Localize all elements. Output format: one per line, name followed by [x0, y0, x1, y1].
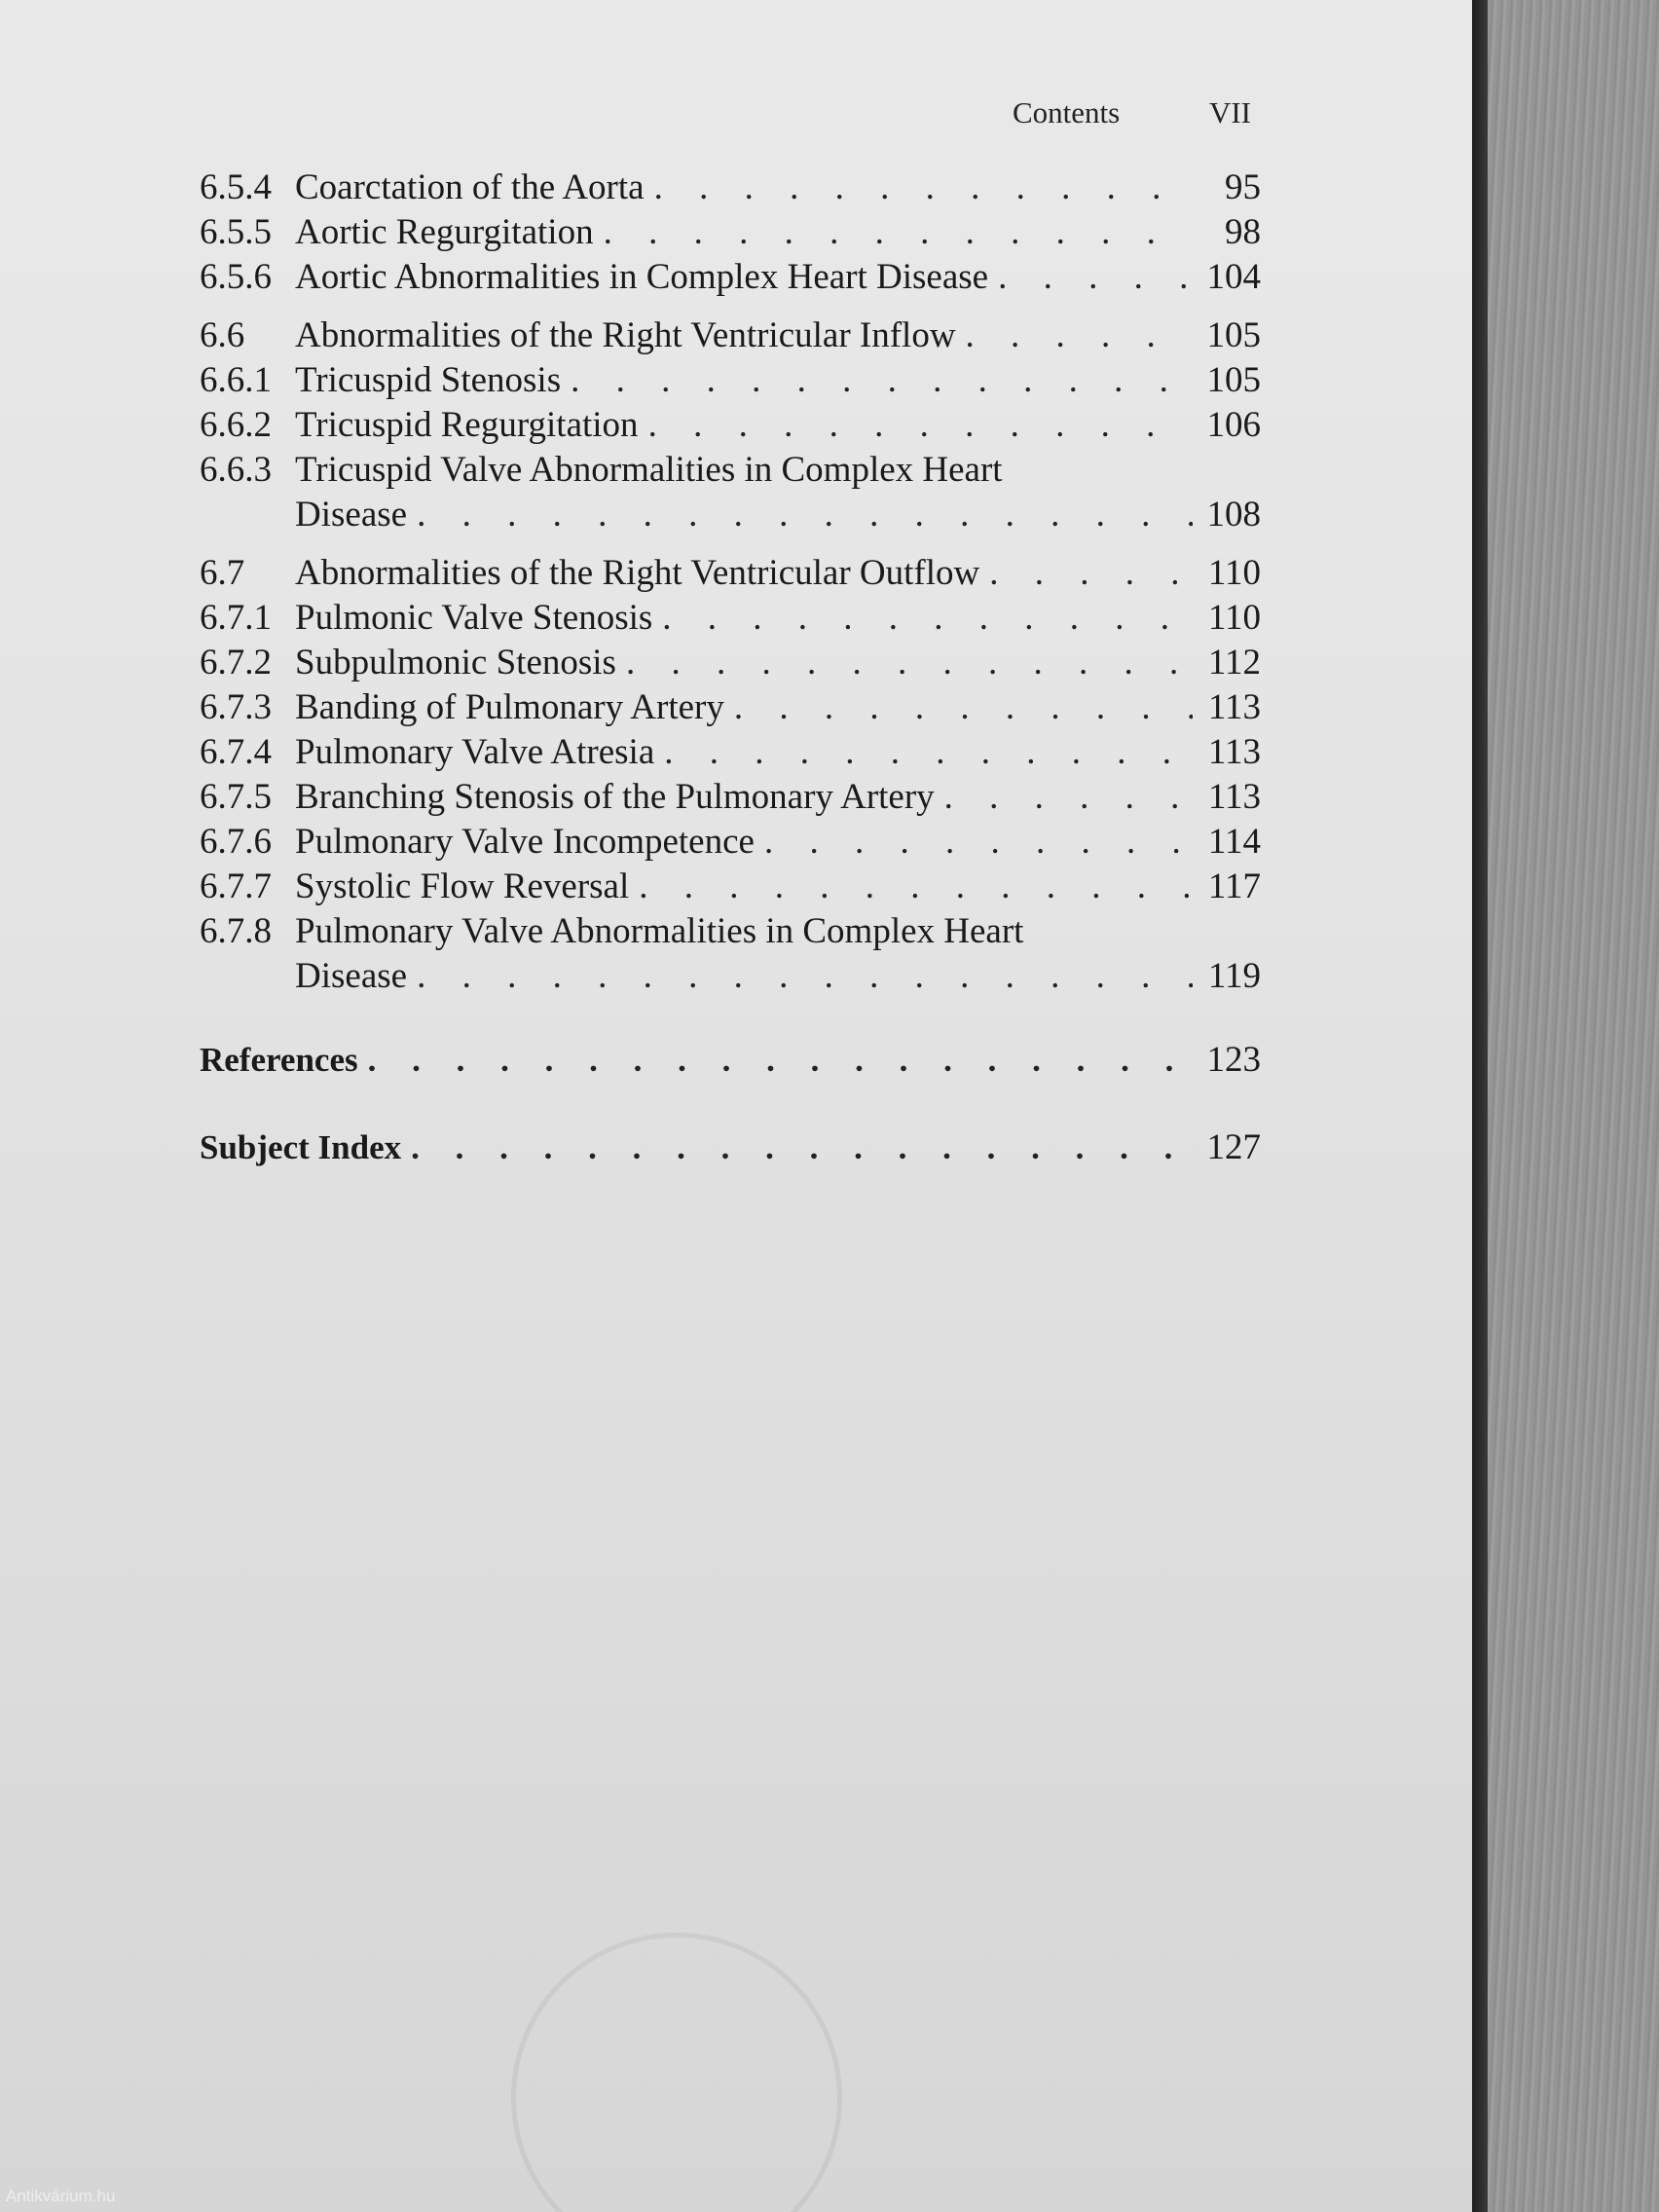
toc-entry-title: Aortic Abnormalities in Complex Heart Disease: [295, 257, 989, 297]
toc-entry-title: Tricuspid Valve Abnormalities in Complex Heart: [295, 450, 1003, 490]
toc-entry-page: 123: [1206, 1040, 1261, 1080]
toc-entry-number: 6.7.6: [200, 822, 272, 862]
toc-entry-title-continued: Disease: [295, 956, 408, 996]
toc-entry-title: References: [200, 1041, 358, 1079]
dot-leader: [604, 210, 1193, 255]
toc-entry-page: 104: [1206, 257, 1261, 297]
toc-entry-title: Pulmonary Valve Atresia: [295, 732, 655, 772]
toc-entry: [200, 730, 1261, 775]
toc-entry: [200, 641, 1261, 685]
toc-entry-page: 105: [1206, 360, 1261, 400]
dot-leader: [411, 1125, 1193, 1170]
toc-entry: [200, 358, 1261, 403]
dot-leader: [417, 954, 1193, 999]
dot-leader: [664, 730, 1193, 775]
toc-entry-page: 110: [1207, 553, 1261, 593]
toc-entry: [200, 448, 1261, 493]
toc-entry-number: 6.6: [200, 315, 245, 355]
toc-entry: [200, 596, 1261, 641]
running-head-page-number: VII: [1208, 95, 1251, 129]
dot-leader: [966, 313, 1193, 358]
watermark-text: Antikvárium.hu: [6, 2187, 116, 2205]
toc-entry-title: Branching Stenosis of the Pulmonary Artery: [295, 777, 935, 817]
toc-entry-page: 113: [1207, 777, 1261, 817]
toc-entry-number: 6.7.4: [200, 732, 272, 772]
toc-entry-page: 127: [1206, 1127, 1261, 1167]
toc-entry-number: 6.5.6: [200, 257, 272, 297]
toc-entry-page: 112: [1207, 643, 1261, 682]
toc-entry-title: Tricuspid Regurgitation: [295, 405, 639, 445]
dot-leader: [944, 775, 1193, 820]
toc-entry-number: 6.7.3: [200, 687, 272, 727]
toc-entry-title: Abnormalities of the Right Ventricular Outflow: [295, 553, 980, 593]
toc-entry-page: 106: [1206, 405, 1261, 445]
toc-entry-continuation: [200, 954, 1261, 999]
running-head-title: Contents: [1013, 95, 1121, 129]
toc-entry-title: Aortic Regurgitation: [295, 212, 594, 252]
toc-entry-title-continued: Disease: [295, 495, 408, 535]
toc-entry: [200, 775, 1261, 820]
toc-entry-title: Abnormalities of the Right Ventricular Inflow: [295, 315, 956, 355]
library-stamp: [511, 1933, 842, 2212]
toc-entry: [200, 166, 1261, 210]
dot-leader: [998, 255, 1193, 300]
toc-entry: [200, 865, 1261, 909]
toc-entry-page: 117: [1207, 866, 1261, 906]
toc-entry-page: 113: [1207, 687, 1261, 727]
toc-entry-title: Pulmonary Valve Abnormalities in Complex Heart: [295, 911, 1024, 951]
toc-entry: [200, 403, 1261, 448]
toc-entry-title: Subpulmonic Stenosis: [295, 643, 616, 682]
dot-leader: [571, 358, 1193, 403]
toc-entry-number: 6.7.2: [200, 643, 272, 682]
toc-entry-number: 6.7.1: [200, 598, 272, 638]
toc-entry-page: 98: [1225, 212, 1261, 252]
toc-entry-number: 6.7.5: [200, 777, 272, 817]
toc-entry: [200, 909, 1261, 954]
toc-entry-title: Coarctation of the Aorta: [295, 167, 645, 207]
toc-entry-page: 119: [1207, 956, 1261, 996]
dot-leader: [417, 493, 1193, 537]
toc-entry: [200, 820, 1261, 865]
toc-entry-title: Subject Index: [200, 1128, 402, 1166]
toc-entry: [200, 685, 1261, 730]
toc-section-entry: [200, 313, 1261, 358]
toc-entry: [200, 255, 1261, 300]
dot-leader: [626, 641, 1193, 685]
toc-entry-number: 6.6.3: [200, 450, 272, 490]
toc-entry-title: Systolic Flow Reversal: [295, 866, 630, 906]
toc-entry-page: 108: [1206, 495, 1261, 535]
running-head: [1013, 95, 1251, 134]
dot-leader: [989, 551, 1193, 596]
dot-leader: [654, 166, 1193, 210]
toc-entry: [200, 210, 1261, 255]
toc-entry-number: 6.7.8: [200, 911, 272, 951]
toc-entry-number: 6.5.4: [200, 167, 272, 207]
dot-leader: [764, 820, 1193, 865]
toc-entry-page: 114: [1207, 822, 1261, 862]
dot-leader: [368, 1038, 1193, 1083]
table-of-contents: [200, 166, 1261, 1170]
toc-entry-title: Tricuspid Stenosis: [295, 360, 562, 400]
toc-entry-page: 95: [1225, 167, 1261, 207]
toc-entry-page: 110: [1207, 598, 1261, 638]
toc-section-entry: [200, 551, 1261, 596]
toc-entry-page: 113: [1207, 732, 1261, 772]
toc-entry-number: 6.7: [200, 553, 245, 593]
dot-leader: [648, 403, 1193, 448]
toc-entry-number: 6.6.1: [200, 360, 272, 400]
toc-entry-title: Banding of Pulmonary Artery: [295, 687, 724, 727]
page-edge: [1472, 0, 1488, 2212]
toc-entry-number: 6.5.5: [200, 212, 272, 252]
toc-entry-page: 105: [1206, 315, 1261, 355]
dot-leader: [734, 685, 1193, 730]
background-surface: [1470, 0, 1659, 2212]
toc-entry-title: Pulmonary Valve Incompetence: [295, 822, 755, 862]
dot-leader: [639, 865, 1193, 909]
toc-entry-number: 6.7.7: [200, 866, 272, 906]
toc-entry-number: 6.6.2: [200, 405, 272, 445]
dot-leader: [662, 596, 1193, 641]
toc-entry-continuation: [200, 493, 1261, 537]
toc-references-entry: [200, 1038, 1261, 1083]
toc-entry-title: Pulmonic Valve Stenosis: [295, 598, 653, 638]
toc-subject-index-entry: [200, 1125, 1261, 1170]
